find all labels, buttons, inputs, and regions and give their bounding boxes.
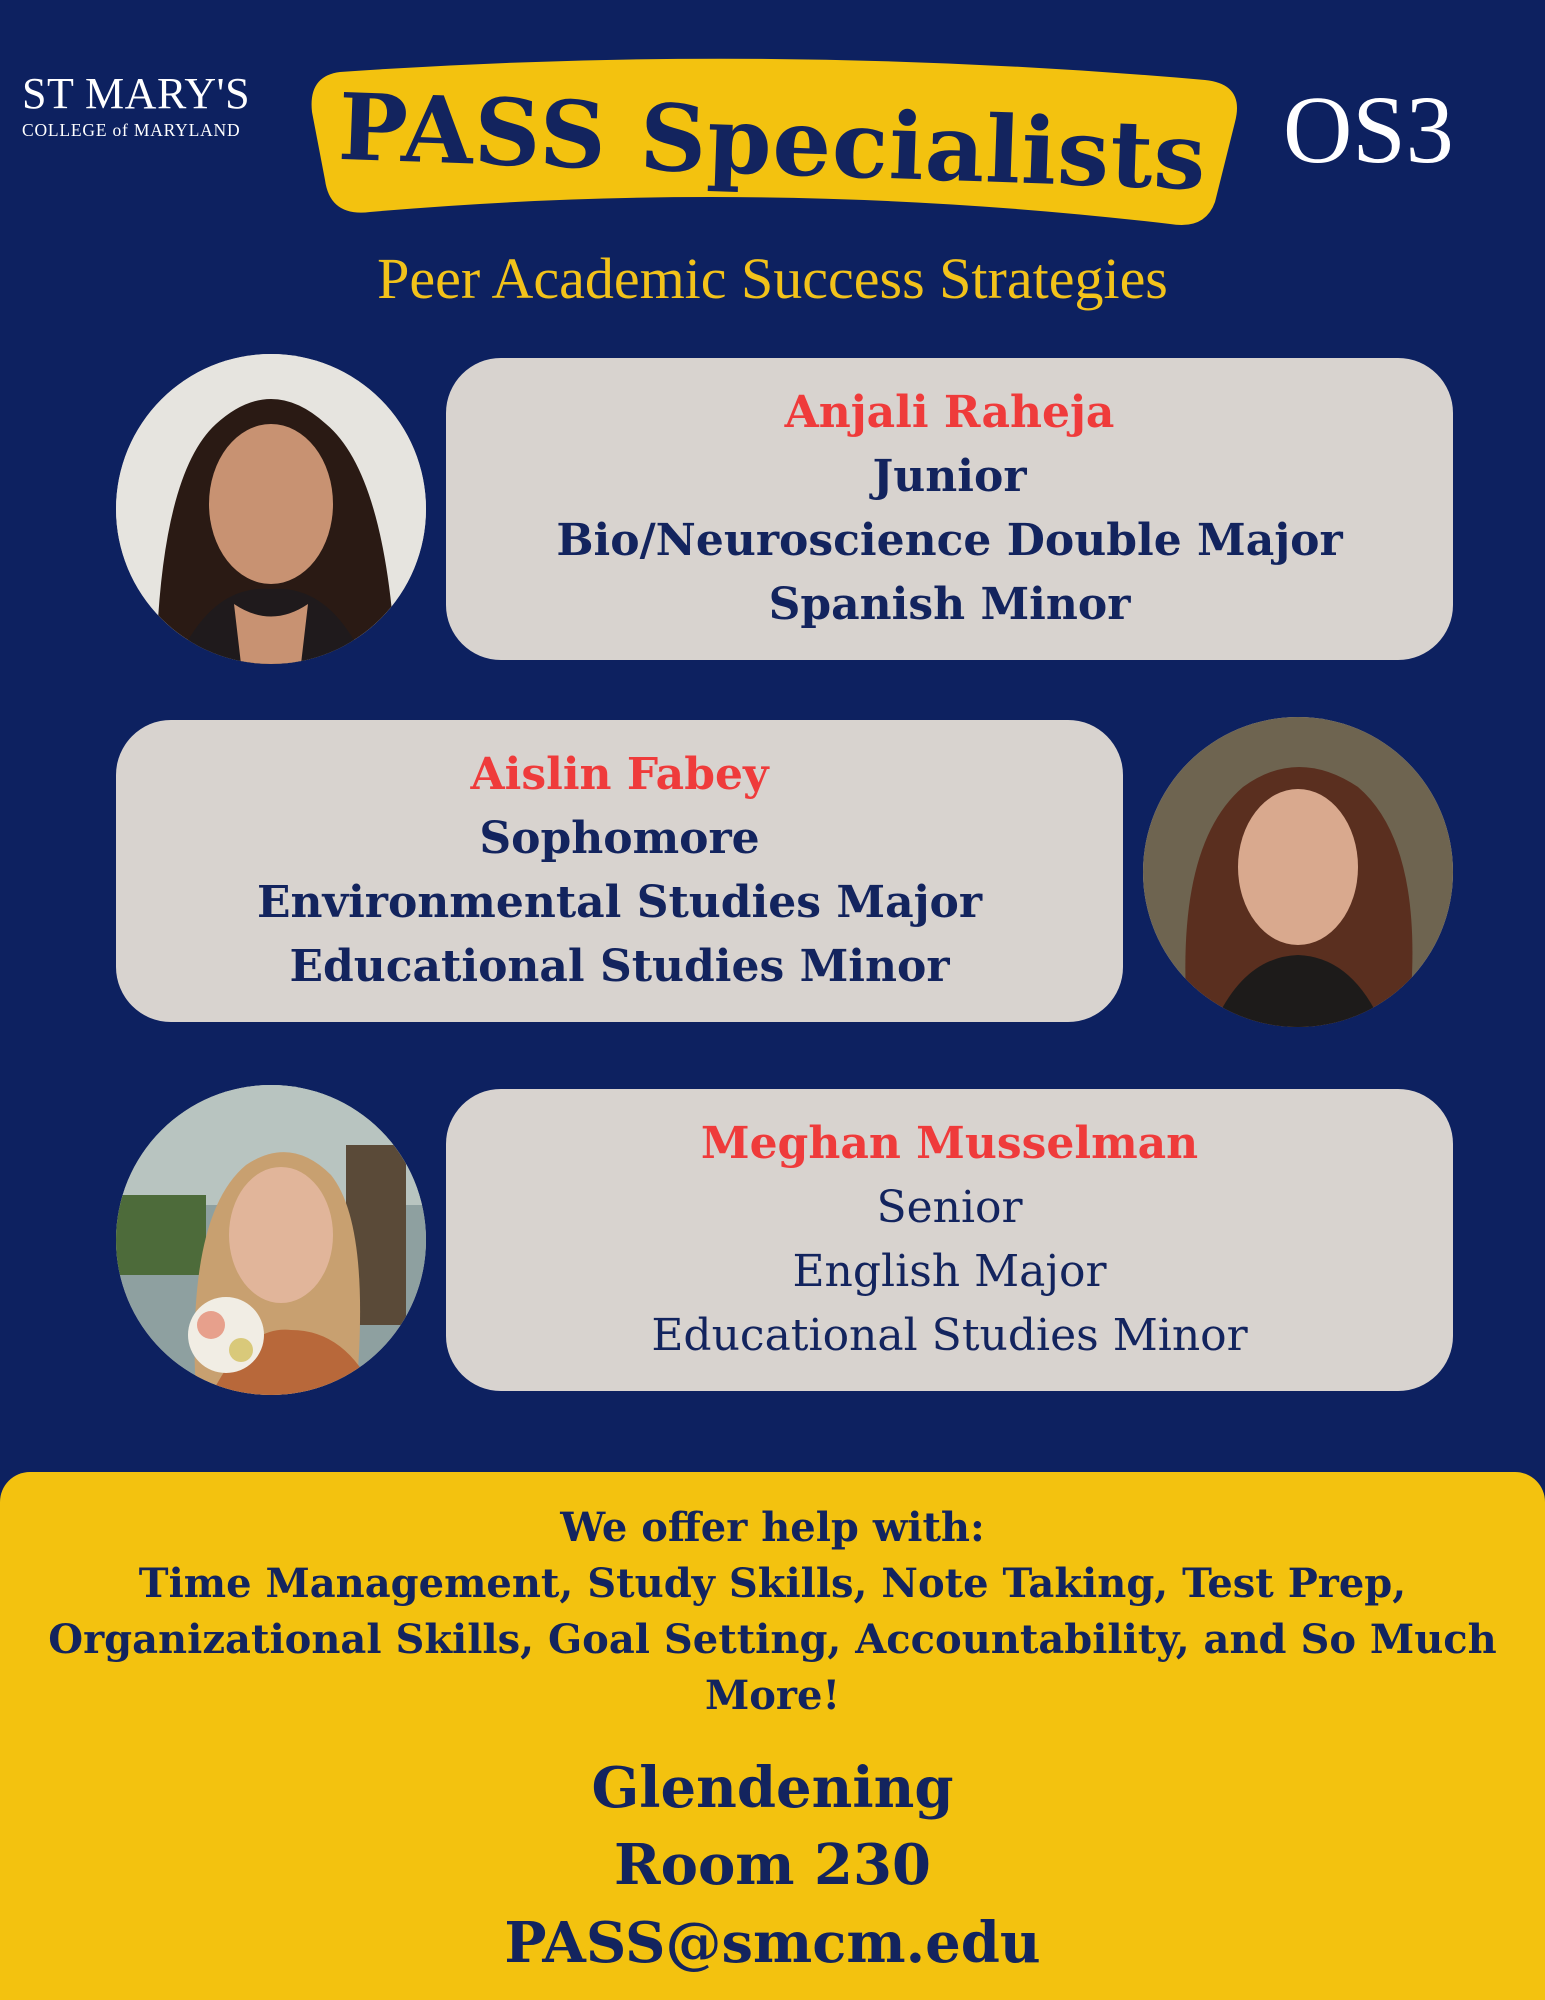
logo-subline: COLLEGE of MARYLAND <box>22 120 241 140</box>
specialist-name: Meghan Musselman <box>700 1118 1199 1169</box>
location-building: Glendening <box>591 1755 954 1821</box>
specialist-photo <box>1143 717 1453 1027</box>
page-subtitle: Peer Academic Success Strategies <box>377 246 1168 311</box>
logo-wordmark: ST MARY'S <box>22 69 251 118</box>
specialist-name: Anjali Raheja <box>784 387 1115 438</box>
specialist-name: Aislin Fabey <box>470 749 769 800</box>
title-banner <box>300 52 1245 232</box>
specialist-card <box>116 720 1123 1022</box>
program-code: OS3 <box>1283 76 1454 183</box>
specialist-card <box>446 358 1453 660</box>
contact-email[interactable]: PASS@smcm.edu <box>504 1910 1041 1976</box>
services-line: More! <box>704 1672 841 1719</box>
services-line: Time Management, Study Skills, Note Taking, Test Prep, <box>138 1560 1407 1607</box>
location-room: Room 230 <box>614 1832 931 1898</box>
specialist-major: Environmental Studies Major <box>256 877 983 928</box>
college-logo <box>22 69 294 141</box>
services-list <box>40 1500 1505 1724</box>
services-heading: We offer help with: <box>560 1504 985 1551</box>
specialist-photo <box>116 1085 426 1395</box>
specialist-year: Senior <box>876 1182 1023 1233</box>
specialist-photo <box>116 354 426 664</box>
specialist-major: Bio/Neuroscience Double Major <box>556 515 1343 566</box>
specialist-minor: Educational Studies Minor <box>651 1310 1248 1361</box>
specialist-minor: Educational Studies Minor <box>289 941 950 992</box>
specialist-year: Junior <box>872 451 1027 502</box>
specialist-minor: Spanish Minor <box>768 579 1131 630</box>
specialist-card <box>446 1089 1453 1391</box>
specialist-year: Sophomore <box>479 813 760 864</box>
specialist-major: English Major <box>792 1246 1107 1297</box>
services-line: Organizational Skills, Goal Setting, Accountability, and So Much <box>48 1616 1497 1663</box>
page-title: PASS Specialists <box>336 72 1209 212</box>
